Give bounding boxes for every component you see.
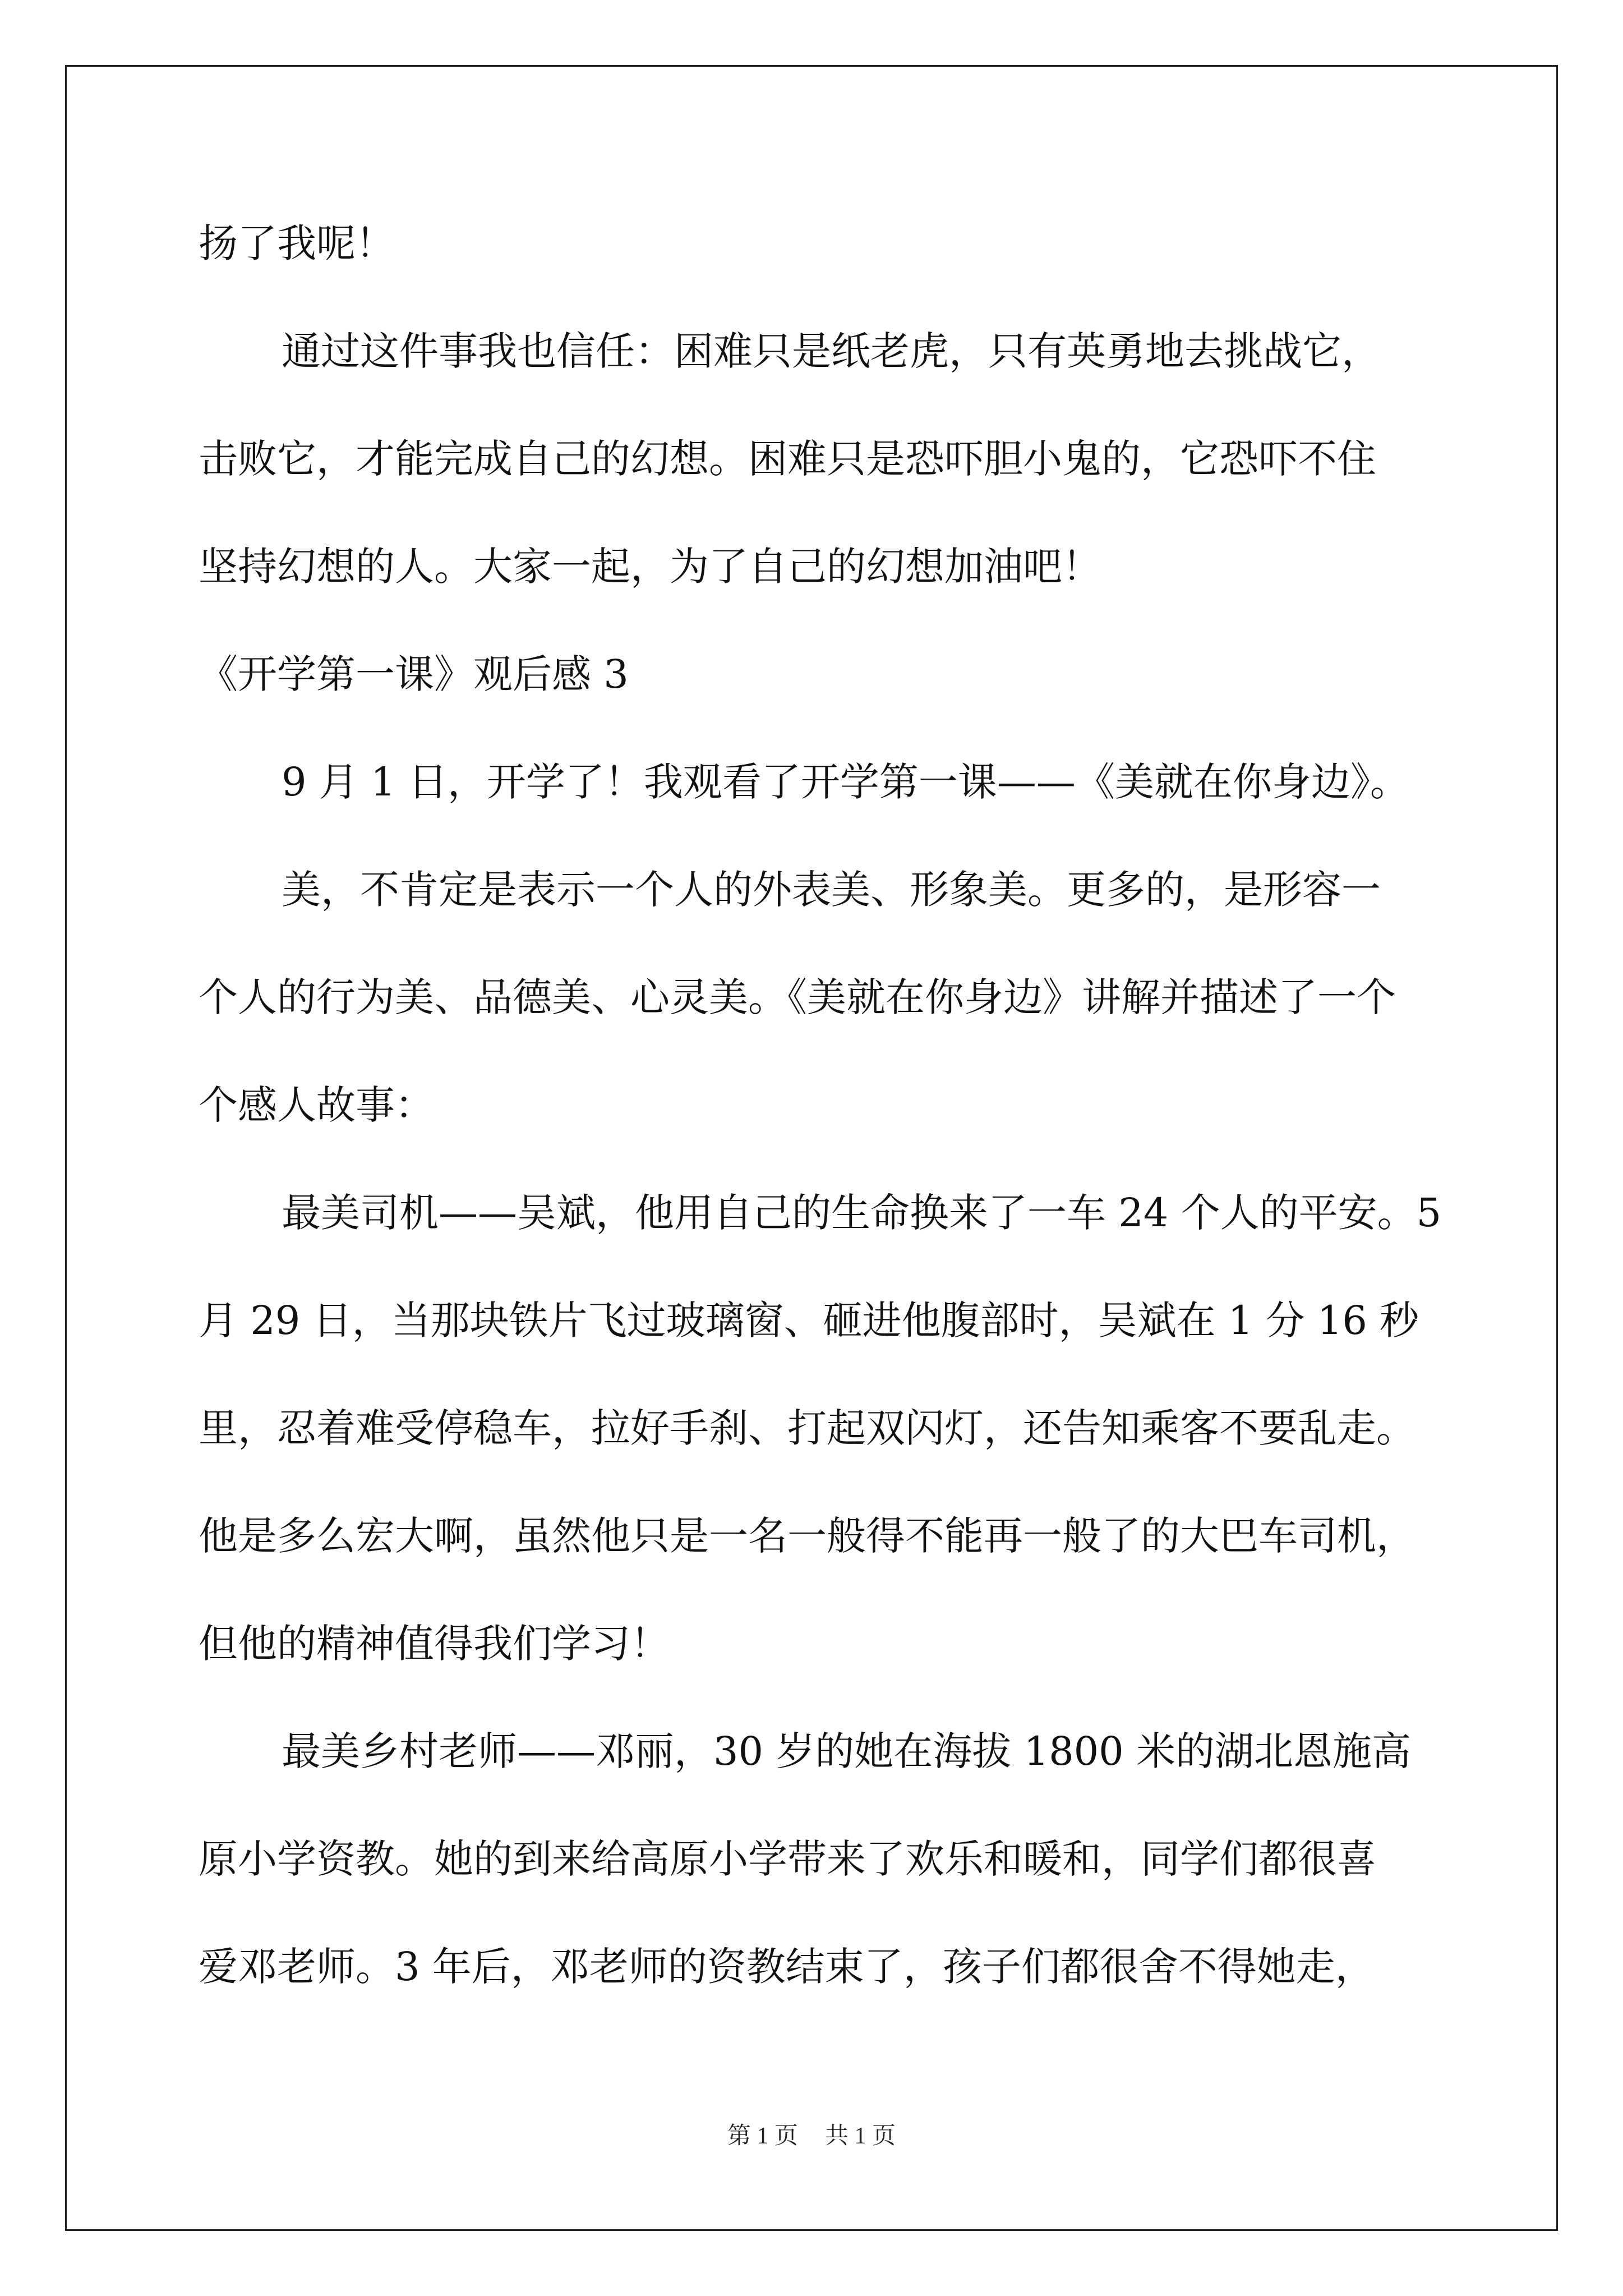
page-number: 第 1 页	[727, 2123, 798, 2149]
page-border	[65, 65, 1558, 2231]
text-line: 爱邓老师。3 年后，邓老师的资教结束了，孩子们都很舍不得她走，	[199, 1944, 1375, 1990]
paragraph-start: 最美乡村老师——邓丽，30 岁的她在海拔 1800 米的湖北恩施高	[282, 1728, 1411, 1774]
paragraph-start: 9 月 1 日，开学了！我观看了开学第一课——《美就在你身边》。	[282, 759, 1409, 805]
page-total: 共 1 页	[825, 2123, 896, 2149]
text-line: 但他的精神值得我们学习！	[199, 1621, 670, 1667]
page-footer	[0, 2119, 1623, 2153]
section-heading: 《开学第一课》观后感 3	[199, 651, 629, 697]
paragraph-start: 最美司机——吴斌，他用自己的生命换来了一车 24 个人的平安。5	[282, 1190, 1442, 1236]
paragraph-start: 美，不肯定是表示一个人的外表美、形象美。更多的，是形容一	[282, 867, 1381, 913]
paragraph-start: 通过这件事我也信任：困难只是纸老虎，只有英勇地去挑战它，	[282, 328, 1381, 374]
text-line: 击败它，才能完成自己的幻想。困难只是恐吓胆小鬼的，它恐吓不住	[199, 436, 1376, 482]
text-line: 里，忍着难受停稳车，拉好手刹、打起双闪灯，还告知乘客不要乱走。	[199, 1405, 1415, 1451]
text-line: 他是多么宏大啊，虽然他只是一名一般得不能再一般了的大巴车司机，	[199, 1513, 1415, 1559]
text-line: 个感人故事：	[199, 1082, 434, 1128]
text-line: 个人的行为美、品德美、心灵美。《美就在你身边》讲解并描述了一个	[199, 974, 1396, 1020]
text-line: 月 29 日，当那块铁片飞过玻璃窗、砸进他腹部时，吴斌在 1 分 16 秒	[199, 1297, 1419, 1343]
text-line: 扬了我呢！	[199, 220, 395, 266]
text-line: 坚持幻想的人。大家一起，为了自己的幻想加油吧！	[199, 544, 1101, 590]
text-line: 原小学资教。她的到来给高原小学带来了欢乐和暖和，同学们都很喜	[199, 1836, 1376, 1882]
